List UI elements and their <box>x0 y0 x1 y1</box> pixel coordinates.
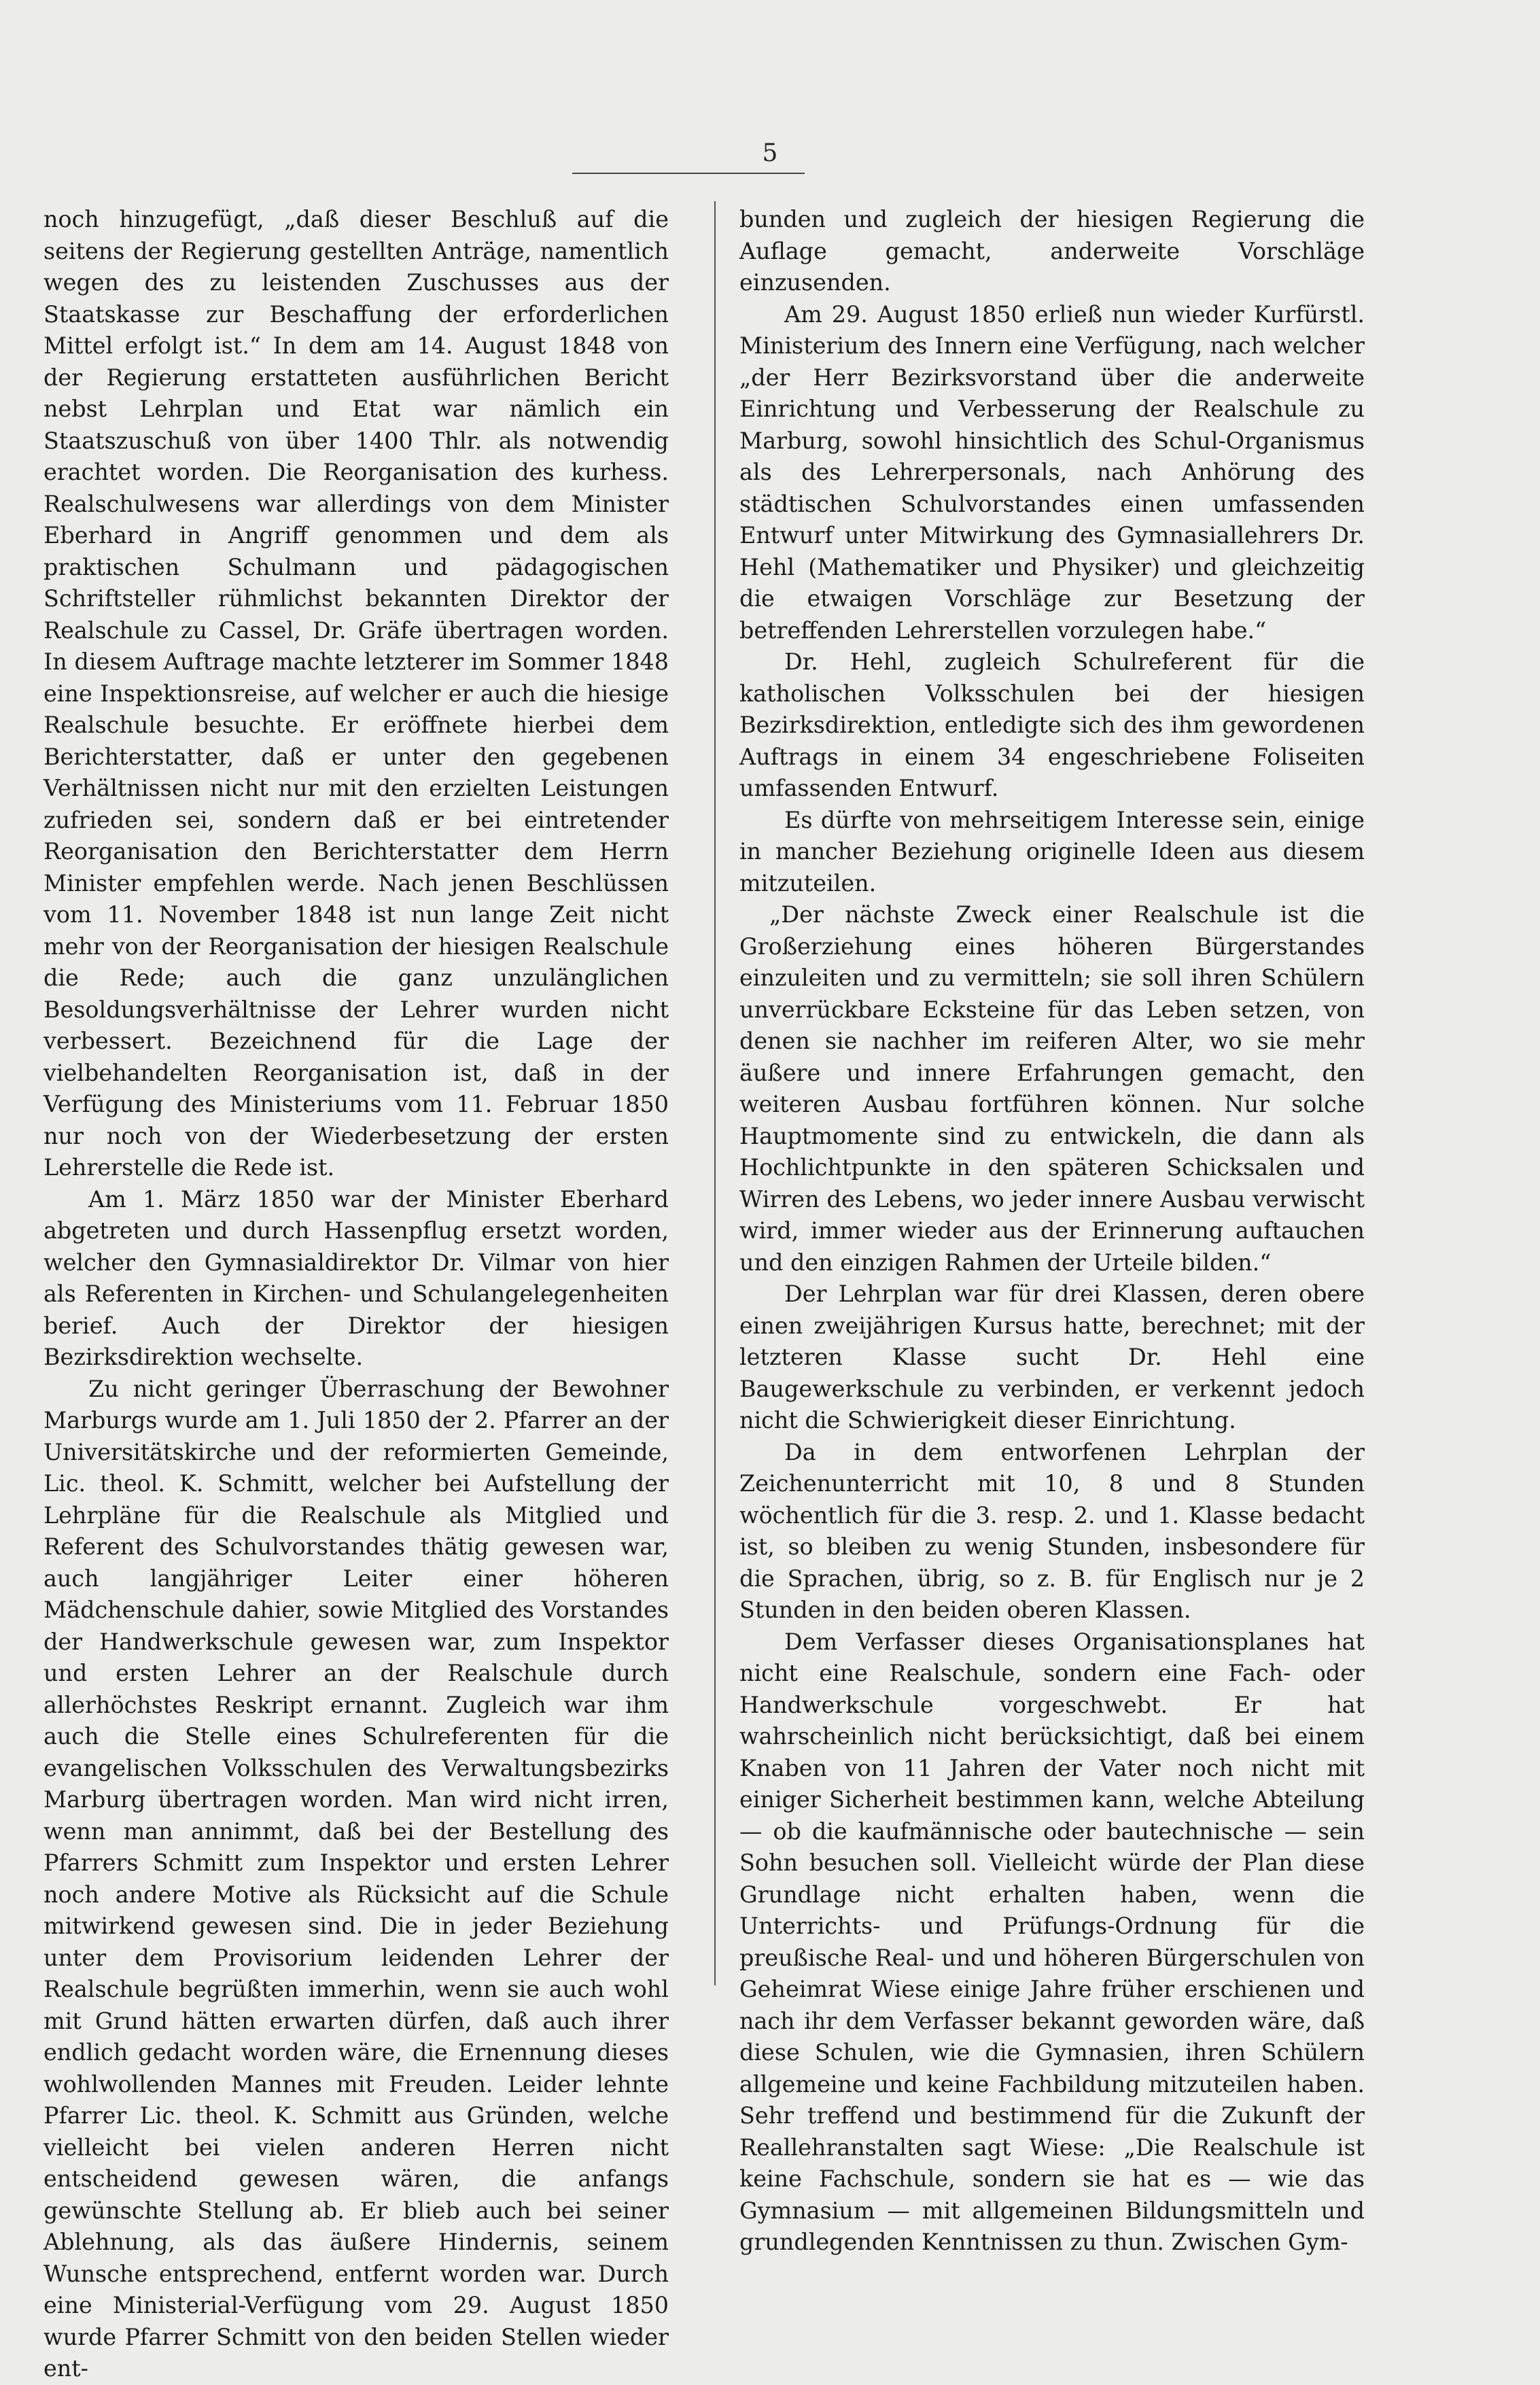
paragraph: Dem Verfasser dieses Organisationsplanes hat nicht eine Realschule, sondern eine Fach- oder Handwerkschule vorgeschwebt. Er hat wahrscheinlich nicht berücksichtigt, daß bei einem Knaben von 11 Jahren der Vater noch nicht mit einiger Sicherheit bestimmen kann, welche Abteilung — ob die kaufmännische oder bautechnische — sein Sohn besuchen soll. Vielleicht würde der Plan diese Grundlage nicht erhalten haben, wenn die Unterrichts- und Prüfungs-Ordnung für die preußische Real- und und höheren Bürgerschulen von Geheimrat Wiese einige Jahre früher erschienen und nach ihr dem Verfasser bekannt geworden wäre, daß diese Schulen, wie die Gymnasien, ihren Schülern allgemeine und keine Fachbildung mitzuteilen haben. Sehr treffend und bestimmend für die Zukunft der Reallehranstalten sagt Wiese: „Die Realschule ist keine Fachschule, sondern sie hat es — wie das Gymnasium — mit allgemeinen Bildungsmitteln und grundlegenden Kenntnissen zu thun. Zwischen Gym- <box>739 1628 1365 2255</box>
paragraph: Am 29. August 1850 erließ nun wieder Kurfürstl. Ministerium des Innern eine Verfügung, nach welcher „der Herr Bezirksvorstand über die anderweite Einrichtung und Verbesserung der Realschule zu Marburg, sowohl hinsichtlich des Schul-Organismus als des Lehrerpersonals, nach Anhörung des städtischen Schulvorstandes einen umfassenden Entwurf unter Mitwirkung des Gymnasiallehrers Dr. Hehl (Mathematiker und Physiker) und gleichzeitig die etwaigen Vorschläge zur Besetzung der betreffenden Lehrerstellen vorzulegen habe.“ <box>739 300 1365 644</box>
paragraph: Der Lehrplan war für drei Klassen, deren obere einen zweijährigen Kursus hatte, berechnet; mit der letzteren Klasse sucht Dr. Hehl eine Baugewerkschule zu verbinden, er verkennt jedoch nicht die Schwierigkeit dieser Einrichtung. <box>739 1281 1365 1433</box>
paragraph: bunden und zugleich der hiesigen Regierung die Auflage gemacht, anderweite Vorschläge einzusenden. <box>739 206 1365 296</box>
paragraph: Zu nicht geringer Überraschung der Bewohner Marburgs wurde am 1. Juli 1850 der 2. Pfarrer an der Universitätskirche und der reformierten Gemeinde, Lic. theol. K. Schmitt, welcher bei Aufstellung der Lehrpläne für die Realschule als Mitglied und Referent des Schulvorstandes thätig gewesen war, auch langjähriger Leiter einer höheren Mädchenschule dahier, sowie Mitglied des Vorstandes der Handwerkschule gewesen war, zum Inspektor und ersten Lehrer an der Realschule durch allerhöchstes Reskript ernannt. Zugleich war ihm auch die Stelle eines Schulreferenten für die evangelischen Volksschulen des Verwaltungsbezirks Marburg übertragen worden. Man wird nicht irren, wenn man annimmt, daß bei der Bestellung des Pfarrers Schmitt zum Inspektor und ersten Lehrer noch andere Motive als Rücksicht auf die Schule mitwirkend gewesen sind. Die in jeder Beziehung unter dem Provisorium leidenden Lehrer der Realschule begrüßten immerhin, wenn sie auch wohl mit Grund hätten erwarten dürfen, daß auch ihrer endlich gedacht worden wäre, die Ernennung dieses wohlwollenden Mannes mit Freuden. Leider lehnte Pfarrer Lic. theol. K. Schmitt aus Gründen, welche vielleicht bei vielen anderen Herren nicht entscheidend gewesen wären, die anfangs gewünschte Stellung ab. Er blieb auch bei seiner Ablehnung, als das äußere Hindernis, seinem Wunsche entsprechend, entfernt worden war. Durch eine Ministerial-Verfügung vom 29. August 1850 wurde Pfarrer Schmitt von den beiden Stellen wieder ent- <box>43 1375 669 2382</box>
paragraph: Da in dem entworfenen Lehrplan der Zeichenunterricht mit 10, 8 und 8 Stunden wöchentlich für die 3. resp. 2. und 1. Klasse bedacht ist, so bleiben zu wenig Stunden, insbesondere für die Sprachen, übrig, so z. B. für Englisch nur je 2 Stunden in den beiden oberen Klassen. <box>739 1438 1365 1623</box>
column-divider <box>714 201 716 1985</box>
paragraph: noch hinzugefügt, „daß dieser Beschluß auf die seitens der Regierung gestellten Anträge, namentlich wegen des zu leistenden Zuschusses aus der Staatskasse zur Beschaffung der erforderlichen Mittel erfolgt ist.“ In dem am 14. August 1848 von der Regierung erstatteten ausführlichen Bericht nebst Lehrplan und Etat war nämlich ein Staatszuschuß von über 1400 Thlr. als notwendig erachtet worden. Die Reorganisation des kurhess. Realschulwesens war allerdings von dem Minister Eberhard in Angriff genommen und dem als praktischen Schulmann und pädagogischen Schriftsteller rühmlichst bekannten Direktor der Realschule zu Cassel, Dr. Gräfe übertragen worden. In diesem Auftrage machte letzterer im Sommer 1848 eine Inspektionsreise, auf welcher er auch die hiesige Realschule besuchte. Er eröffnete hierbei dem Berichterstatter, daß er unter den gegebenen Verhältnissen nicht nur mit den erzielten Leistungen zufrieden sei, sondern daß er bei eintretender Reorganisation den Berichterstatter dem Herrn Minister empfehlen werde. Nach jenen Beschlüssen vom 11. November 1848 ist nun lange Zeit nicht mehr von der Reorganisation der hiesigen Realschule die Rede; auch die ganz unzulänglichen Besoldungsverhältnisse der Lehrer wurden nicht verbessert. Bezeichnend für die Lage der vielbehandelten Reorganisation ist, daß in der Verfügung des Ministeriums vom 11. Februar 1850 nur noch von der Wiederbesetzung der ersten Lehrerstelle die Rede ist. <box>43 206 669 1181</box>
quoted-paragraph: „Der nächste Zweck einer Realschule ist die Großerziehung eines höheren Bürgerstandes einzuleiten und zu vermitteln; sie soll ihren Schülern unverrückbare Ecksteine für das Leben setzen, von denen sie nachher im reiferen Alter, wo sie mehr äußere und innere Erfahrungen gemacht, den weiteren Ausbau fortführen können. Nur solche Hauptmomente sind zu entwickeln, die dann als Hochlichtpunkte in den späteren Schicksalen und Wirren des Lebens, wo jeder innere Ausbau verwischt wird, immer wieder aus der Erinnerung auftauchen und den einzigen Rahmen der Urteile bilden.“ <box>739 901 1365 1276</box>
page-number: 5 <box>762 139 778 167</box>
header-rule <box>572 173 805 174</box>
paragraph: Dr. Hehl, zugleich Schulreferent für die katholischen Volksschulen bei der hiesigen Bezirksdirektion, entledigte sich des ihm gewordenen Auftrags in einem 34 engeschriebene Foliseiten umfassenden Entwurf. <box>739 648 1365 801</box>
right-column <box>739 204 1365 2259</box>
paragraph: Am 1. März 1850 war der Minister Eberhard abgetreten und durch Hassenpflug ersetzt worden, welcher den Gymnasialdirektor Dr. Vilmar von hier als Referenten in Kirchen- und Schulangelegenheiten berief. Auch der Direktor der hiesigen Bezirksdirektion wechselte. <box>43 1185 669 1370</box>
paragraph: Es dürfte von mehrseitigem Interesse sein, einige in mancher Beziehung originelle Ideen aus diesem mitzuteilen. <box>739 806 1365 896</box>
left-column <box>43 204 669 2385</box>
